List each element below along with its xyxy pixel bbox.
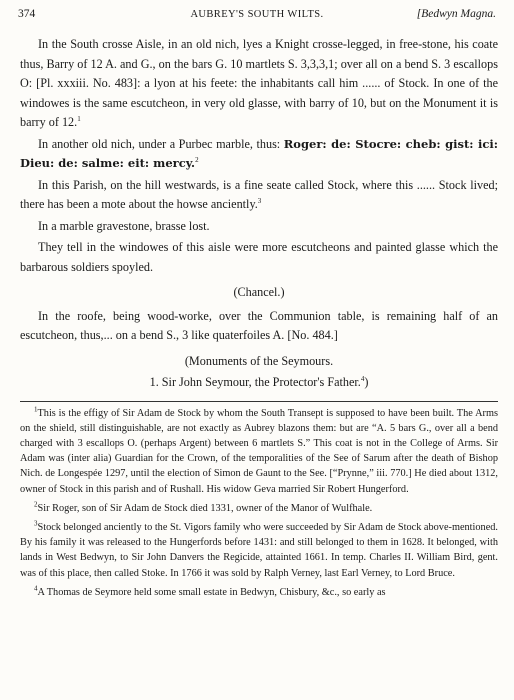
section-title: [Bedwyn Magna. bbox=[416, 8, 496, 20]
footnote-ref-4: 4 bbox=[360, 374, 365, 383]
footnote-ref-3: 3 bbox=[257, 196, 262, 205]
footnote-ref-1: 1 bbox=[77, 114, 81, 123]
paragraph-roofe: In the roofe, being wood-worke, over the Communion table, is remaining half of an escutcheon, thus,... on a bend S., 3 like quaterfoiles A. [No. 484.] bbox=[20, 308, 498, 342]
footnote-2: $^2$Sir Roger, son of Sir Adam de Stock died 1331, owner of the Manor of Wulfhale. bbox=[34, 500, 373, 514]
footnotes bbox=[20, 406, 498, 600]
footnote-ref-2: 2 bbox=[195, 155, 199, 164]
footnote-3: $^3$Stock belonged anciently to the St. Vigors family who were succeeded by Sir Adam de Stock above-mentioned. By his family it was released to the Hungerfords before 1431: and still belonged to them in 1628. It belonged, with lands in West Bedwyn, to Sir John Danvers the Regicide, attainted 1661. In temp. Charles II. William Bird, gent. was of this place, then called Stoke. In 1766 it was sold by Ralph Verney, last Earl Verney, to Lord Bruce. bbox=[20, 519, 498, 579]
paragraph-south-aisle: In the South crosse Aisle, in an old nich, lyes a Knight crosse-legged, in free-stone, his coate thus, Barry of 12 A. and G., on the bars G. 10 martlets S. 3,3,3,1; over all on a bend S. 3 escallops O: [Pl. xxxiii. No. 483]: a lyon at his feete: the inhabitants call him ...... of Stock. In one of the windowes is the same escutcheon, in very old glasse, with barry of 10, but on the Monument it is barry of 12.$^1$ bbox=[20, 37, 498, 129]
footnote-1: $^1$This is the effigy of Sir Adam de Stock by whom the South Transept is supposed to have been built. The Arms on the shield, still distinguishable, are not exactly as Aubrey blazons them: but are “A. 5 bars G., over all a bend charged with 3 escallops O. (perhaps Argent) between 6 martlets S.” This coat is not in the College of Arms. Sir Adam was (inter alia) Guardian for the Crown, of the temporalities of the See of Sarum after the death of Bishop Nich. de Longespée 1297, until the election of Simon de Gaunt to the See. [“Prynne,” iii. 770.] He died about 1312, owner of Stock in this parish and of Rushall. His widow Geva married Sir Robert Hungerford. bbox=[20, 405, 498, 495]
heading-monuments: (Monuments of the Seymours. bbox=[184, 353, 334, 368]
running-title: AUBREY'S SOUTH WILTS. bbox=[190, 9, 324, 20]
main-text bbox=[20, 35, 498, 604]
paragraph-windowes: They tell in the windowes of this aisle were more escutcheons and painted glasse which the barbarous soldiers spoyled. bbox=[20, 240, 498, 274]
gothic-inscription: Roger: de: Stocre: cheb: gist: ici: Dieu: de: salme: eit: mercy. bbox=[20, 136, 499, 170]
footnote-divider bbox=[20, 401, 498, 402]
paragraph-gravestone: In a marble gravestone, brasse lost. bbox=[38, 218, 210, 233]
paragraph-parish-stock: In this Parish, on the hill westwards, is a fine seate called Stock, where this ...... Stock lived; there has been a mote about the howse anciently.$^3$ bbox=[20, 177, 498, 211]
monument-item-1: 1. Sir John Seymour, the Protector's Father.$^4$) bbox=[149, 374, 369, 389]
footnote-4: $^4$A Thomas de Seymore held some small estate in Bedwyn, Chisbury, &c., so early as bbox=[34, 584, 386, 598]
running-header bbox=[18, 8, 496, 26]
heading-chancel: (Chancel.) bbox=[233, 285, 285, 299]
paragraph-purbec-niche: In another old nich, under a Purbec marble, thus: Roger: de: Stocre: cheb: gist: ici: Dieu: de: salme: eit: mercy.$^2$ bbox=[20, 136, 499, 170]
page-number: 374 bbox=[18, 8, 36, 20]
